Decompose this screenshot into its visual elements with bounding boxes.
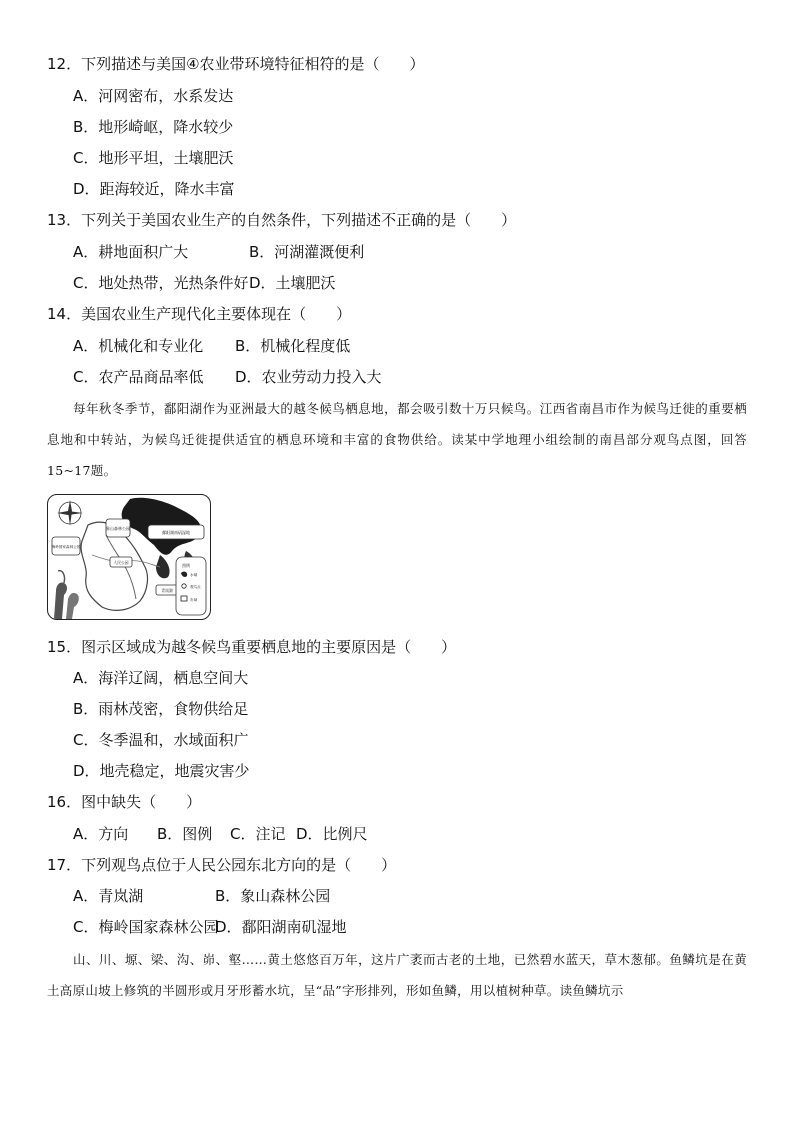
question-16-option-c[interactable]: C．注记	[230, 825, 286, 843]
question-13-stem: 13．下列关于美国农业生产的自然条件，下列描述不正确的是（ ）	[47, 211, 517, 229]
question-14-option-b[interactable]: B．机械化程度低	[235, 337, 351, 355]
question-16-option-b[interactable]: B．图例	[157, 825, 213, 843]
question-17-option-b[interactable]: B．象山森林公园	[215, 887, 331, 905]
legend-title: 图例	[182, 563, 190, 568]
question-13-option-c[interactable]: C．地处热带，光热条件好	[73, 274, 249, 292]
question-12-option-a[interactable]: A．河网密布，水系发达	[73, 87, 234, 105]
question-14-option-c[interactable]: C．农产品商品率低	[73, 368, 204, 386]
legend-birdwatching-point: 观鸟点	[190, 585, 201, 589]
question-17-option-a[interactable]: A．青岚湖	[73, 887, 144, 905]
question-12-option-d[interactable]: D．距海较近，降水丰富	[73, 180, 235, 198]
map-label-qinglan-lake: 青岚湖	[161, 588, 173, 593]
question-17-stem: 17．下列观鸟点位于人民公园东北方向的是（ ）	[47, 856, 397, 874]
question-14-option-a[interactable]: A．机械化和专业化	[73, 337, 204, 355]
question-16-stem: 16．图中缺失（ ）	[47, 793, 202, 811]
map-label-renmin-park: 人民公园	[113, 560, 129, 565]
map-legend	[176, 557, 206, 615]
map-label-xiangshan: 象山森林公园	[106, 526, 130, 531]
map-label-meiling: 梅岭国家森林公园	[51, 545, 81, 549]
question-12-option-c[interactable]: C．地形平坦，土壤肥沃	[73, 149, 234, 167]
compass-rose-icon	[57, 500, 83, 526]
legend-water: 水域	[190, 573, 198, 577]
question-15-stem: 15．图示区域成为越冬候鸟重要栖息地的主要原因是（ ）	[47, 638, 457, 656]
question-15-option-c[interactable]: C．冬季温和，水域面积广	[73, 731, 249, 749]
map-label-nanji-wetland: 鄱阳湖南矶湿地	[162, 530, 190, 535]
question-17-option-d[interactable]: D．鄱阳湖南矶湿地	[215, 918, 347, 936]
question-16-option-a[interactable]: A．方向	[73, 825, 129, 843]
question-13-option-b[interactable]: B．河湖灌溉便利	[249, 243, 365, 261]
nanchang-birdwatching-map	[47, 494, 211, 620]
passage-birds: 每年秋冬季节，鄱阳湖作为亚洲最大的越冬候鸟栖息地，都会吸引数十万只候鸟。江西省南昌市作为候鸟迁徙的重要栖息地和中转站，为候鸟迁徙提供适宜的栖息环境和丰富的食物供给。读某中学地理小组绘制的南昌部分观鸟点图，回答15~17题。	[47, 401, 747, 478]
question-14-option-d[interactable]: D．农业劳动力投入大	[235, 368, 382, 386]
question-13-option-d[interactable]: D．土壤肥沃	[249, 274, 336, 292]
question-16-option-d[interactable]: D．比例尺	[296, 825, 368, 843]
passage-loess-plateau: 山、川、塬、梁、沟、峁、壑……黄土悠悠百万年，这片广袤而古老的土地，已然碧水蓝天，草木葱郁。鱼鳞坑是在黄土高原山坡上修筑的半圆形或月牙形蓄水坑，呈“品”字形排列，形如鱼鳞，用以植树种草。读鱼鳞坑示	[47, 952, 747, 998]
question-17-option-c[interactable]: C．梅岭国家森林公园	[73, 918, 219, 936]
question-12-option-b[interactable]: B．地形崎岖，降水较少	[73, 118, 234, 136]
legend-city-area: 市域	[190, 598, 198, 602]
crane-illustration-icon	[54, 571, 79, 619]
question-13-option-a[interactable]: A．耕地面积广大	[73, 243, 189, 261]
question-15-option-b[interactable]: B．雨林茂密，食物供给足	[73, 700, 249, 718]
question-15-option-d[interactable]: D．地壳稳定，地震灾害少	[73, 762, 250, 780]
question-14-stem: 14．美国农业生产现代化主要体现在（ ）	[47, 305, 352, 323]
question-12-stem: 12．下列描述与美国④农业带环境特征相符的是（ ）	[47, 55, 425, 73]
question-15-option-a[interactable]: A．海洋辽阔，栖息空间大	[73, 669, 249, 687]
